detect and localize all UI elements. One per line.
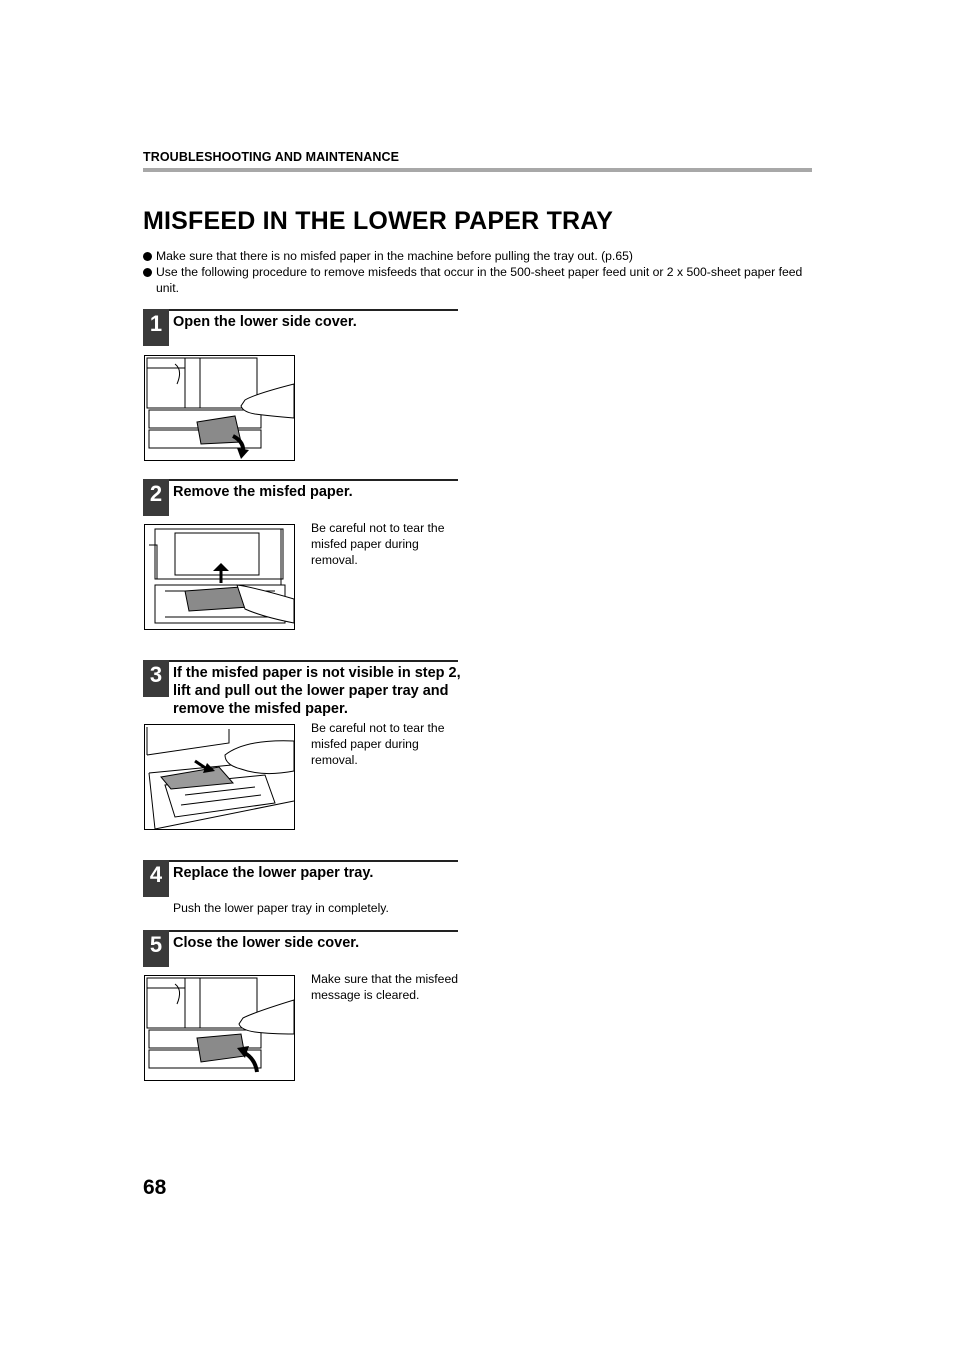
bullet-item	[143, 265, 813, 297]
bullet-icon	[143, 268, 152, 277]
step-divider	[143, 309, 458, 311]
step-2-note: Be careful not to tear the misfed paper during removal.	[311, 521, 445, 567]
step-number-badge: 5	[143, 930, 169, 967]
step-heading: Close the lower side cover.	[173, 935, 360, 951]
section-divider	[143, 168, 812, 172]
step-divider	[143, 479, 458, 481]
step-2-illustration	[144, 524, 295, 630]
bullet-text: Use the following procedure to remove misfeeds that occur in the 500-sheet paper feed unit or 2 x 500-sheet paper feed unit.	[156, 264, 803, 295]
step-heading: Remove the misfed paper.	[173, 484, 353, 500]
step-3-illustration	[144, 724, 295, 830]
step-divider	[143, 860, 458, 862]
step-heading: Replace the lower paper tray.	[173, 865, 374, 881]
step-number-badge: 1	[143, 309, 169, 346]
step-heading: Open the lower side cover.	[173, 314, 357, 330]
step-4-note: Push the lower paper tray in completely.	[173, 901, 389, 915]
step-3-note: Be careful not to tear the misfed paper during removal.	[311, 721, 445, 767]
step-divider	[143, 660, 458, 662]
bullet-item	[143, 249, 813, 265]
section-label: TROUBLESHOOTING AND MAINTENANCE	[143, 150, 400, 164]
page-number: 68	[143, 1176, 167, 1199]
step-5-illustration	[144, 975, 295, 1081]
intro-bullet-list	[143, 249, 813, 296]
bullet-icon	[143, 252, 152, 261]
page-title: MISFEED IN THE LOWER PAPER TRAY	[143, 207, 614, 235]
step-number-badge: 3	[143, 660, 169, 697]
step-number-badge: 4	[143, 860, 169, 897]
step-number-badge: 2	[143, 479, 169, 516]
step-divider	[143, 930, 458, 932]
step-1-illustration	[144, 355, 295, 461]
bullet-text: Make sure that there is no misfed paper in the machine before pulling the tray out. (p.65)	[156, 249, 633, 263]
step-heading: If the misfed paper is not visible in step 2, lift and pull out the lower paper tray and remove the misfed paper.	[173, 665, 461, 717]
step-5-note: Make sure that the misfeed message is cleared.	[311, 972, 458, 1002]
